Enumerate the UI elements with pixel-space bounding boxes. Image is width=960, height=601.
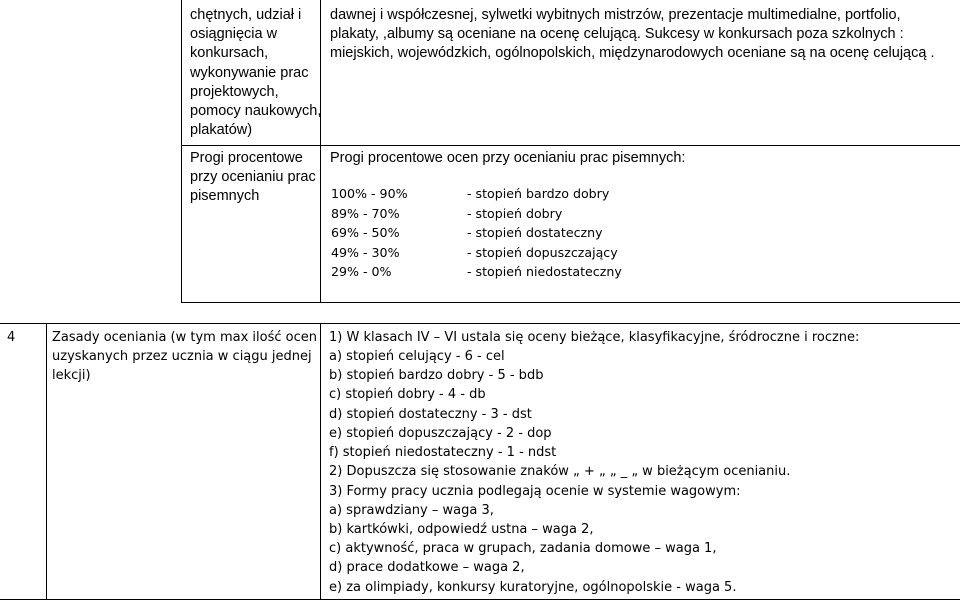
cell-text-line: konkursach, <box>190 45 269 61</box>
table-border <box>320 323 321 600</box>
threshold-range: 100% - 90% <box>331 186 408 201</box>
rule-line: a) stopień celujący - 6 - cel <box>329 349 505 364</box>
rule-line: b) kartkówki, odpowiedź ustna – waga 2, <box>329 522 594 537</box>
rule-line: 2) Dopuszcza się stosowanie znaków „ + „ „ _ „ w bieżącym ocenianiu. <box>329 464 791 479</box>
cell-text-line: miejskich, wojewódzkich, ogólnopolskich, międzynarodowych oceniane są na ocenę celującą . <box>330 45 935 61</box>
table-border <box>181 302 960 303</box>
cell-text-line: wykonywanie prac <box>190 65 309 81</box>
cell-text-line: pisemnych <box>190 188 260 204</box>
thresholds-intro: Progi procentowe ocen przy ocenianiu prac pisemnych: <box>330 150 686 166</box>
cell-text-line: plakatów) <box>190 122 253 138</box>
cell-text-line: dawnej i współczesnej, sylwetki wybitnych mistrzów, prezentacje multimedialne, portfolio, <box>330 7 901 23</box>
threshold-grade: - stopień bardzo dobry <box>467 186 610 201</box>
cell-text-line: Progi procentowe <box>190 150 303 166</box>
rule-line: b) stopień bardzo dobry - 5 - bdb <box>329 368 544 383</box>
cell-text-line: uzyskanych przez ucznia w ciągu jednej <box>52 349 312 364</box>
cell-text-line: przy ocenianiu prac <box>190 169 316 185</box>
rule-line: 3) Formy pracy ucznia podlegają ocenie w systemie wagowym: <box>329 484 741 499</box>
cell-text-line: plakaty, ,albumy są oceniane na ocenę celującą. Sukcesy w konkursach poza szkolnych : <box>330 26 904 42</box>
cell-text-line: projektowych, <box>190 84 279 100</box>
cell-text-line: Zasady oceniania (w tym max ilość ocen <box>52 330 318 345</box>
table-border <box>320 0 321 303</box>
table-border <box>181 0 182 303</box>
threshold-grade: - stopień dopuszczający <box>467 245 618 260</box>
rule-line: 1) W klasach IV – VI ustala się oceny bieżące, klasyfikacyjne, śródroczne i roczne: <box>329 330 860 345</box>
threshold-range: 89% - 70% <box>331 206 400 221</box>
cell-text-line: lekcji) <box>52 368 91 383</box>
table-border <box>181 145 960 146</box>
rule-line: d) stopień dostateczny - 3 - dst <box>329 407 532 422</box>
cell-text-line: chętnych, udział i <box>190 7 302 23</box>
table-border <box>46 323 47 600</box>
row-number: 4 <box>7 330 16 345</box>
table-border <box>0 323 960 324</box>
threshold-grade: - stopień dobry <box>467 206 563 221</box>
threshold-range: 69% - 50% <box>331 225 400 240</box>
threshold-range: 49% - 30% <box>331 245 400 260</box>
cell-text-line: osiągnięcia w <box>190 26 278 42</box>
rule-line: c) stopień dobry - 4 - db <box>329 387 486 402</box>
rule-line: e) za olimpiady, konkursy kuratoryjne, ogólnopolskie - waga 5. <box>329 580 737 595</box>
threshold-grade: - stopień niedostateczny <box>467 264 622 279</box>
rule-line: a) sprawdziany – waga 3, <box>329 503 494 518</box>
rule-line: c) aktywność, praca w grupach, zadania domowe – waga 1, <box>329 541 717 556</box>
cell-text-line: pomocy naukowych, <box>190 103 322 119</box>
rule-line: f) stopień niedostateczny - 1 - ndst <box>329 445 557 460</box>
rule-line: e) stopień dopuszczający - 2 - dop <box>329 426 552 441</box>
threshold-range: 29% - 0% <box>331 264 392 279</box>
rule-line: d) prace dodatkowe – waga 2, <box>329 560 525 575</box>
table-border <box>0 599 960 600</box>
threshold-grade: - stopień dostateczny <box>467 225 603 240</box>
